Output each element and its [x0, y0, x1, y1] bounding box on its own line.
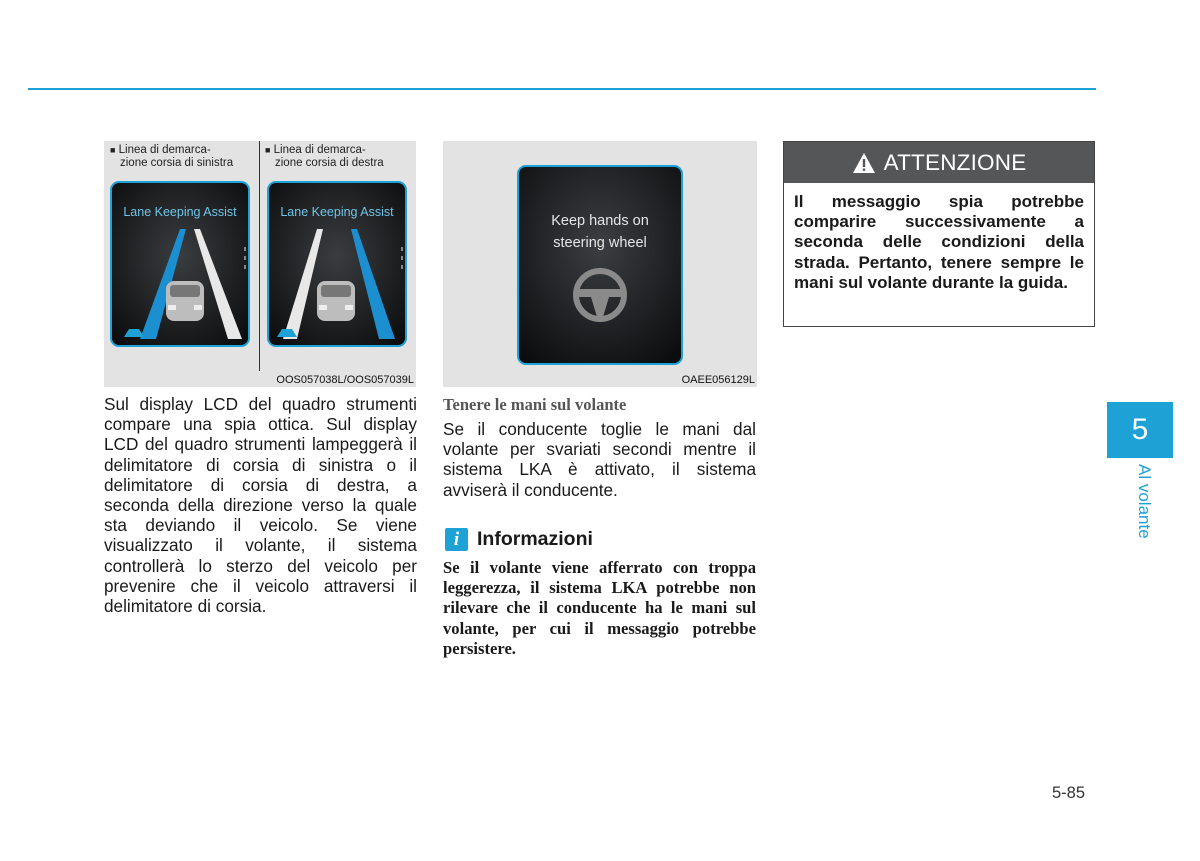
lka-screen-right-lane [267, 181, 407, 347]
lka-lane-figure [104, 141, 416, 387]
warning-header [784, 142, 1094, 183]
car-icon [166, 281, 204, 321]
warning-box [783, 141, 1095, 327]
info-text: Se il volante viene afferrato con troppa leggerezza, il sistema LKA potrebbe non rilevare che il conducente ha le mani sul volante, per cui il messaggio potrebbe persistere. [443, 558, 756, 658]
chapter-label: Al volante [1135, 464, 1154, 539]
column2-paragraph: Se il conducente toglie le mani dal volante per svariati secondi mentre il sistema LKA è attivato, il sistema avviserà il conducente. [443, 419, 756, 500]
page-number: 5-85 [1052, 784, 1086, 802]
caption-right-line2: zione corsia di destra [275, 157, 384, 169]
caption-divider [259, 141, 260, 371]
info-header [445, 526, 593, 552]
car-icon [317, 281, 355, 321]
caption-left-line1: Linea di demarca- [118, 144, 211, 156]
info-title: Informazioni [477, 527, 593, 550]
warning-text: Il messaggio spia potrebbe comparire successivamente a seconda delle condizioni della strada. Pertanto, tenere sempre le mani sul volante durante la guida. [794, 192, 1084, 292]
lka-screen-left-lane [110, 181, 250, 347]
figure2-code: OAEE056129L [681, 374, 755, 386]
caption-left-line2: zione corsia di sinistra [120, 157, 234, 169]
header-rule [28, 88, 1096, 90]
warning-triangle-icon [852, 152, 876, 174]
hands-on-figure [443, 141, 757, 387]
caption-right-line1: Linea di demarca- [273, 144, 366, 156]
column1-paragraph: Sul display LCD del quadro strumenti compare una spia ottica. Sul display LCD del quadro strumenti lampeggerà il delimitatore di corsia di sinistra o il delimitatore di corsia di destra, a seconda della direzione verso la quale sta deviando il veicolo. Se viene visualizzato il volante, il sistema controllerà lo sterzo del veicolo per prevenire che il veicolo attraversi il delimitatore di corsia. [104, 394, 417, 617]
screen-title-left: Lane Keeping Assist [123, 205, 237, 219]
info-icon: i [445, 528, 468, 551]
figure1-code: OOS057038L/OOS057039L [276, 374, 414, 386]
screen-line2: steering wheel [553, 235, 647, 251]
screen-title-right: Lane Keeping Assist [280, 205, 394, 219]
section-subheading: Tenere le mani sul volante [443, 395, 627, 414]
caption-left-lane: ■ Linea di demarca- zione corsia di sinistra [110, 144, 234, 169]
screen-line1: Keep hands on [551, 213, 649, 229]
caption-right-lane: ■ Linea di demarca- zione corsia di destra [265, 144, 384, 169]
hands-on-screen [517, 165, 683, 365]
warning-title: ATTENZIONE [883, 149, 1027, 175]
chapter-tab: 5 [1107, 402, 1173, 458]
